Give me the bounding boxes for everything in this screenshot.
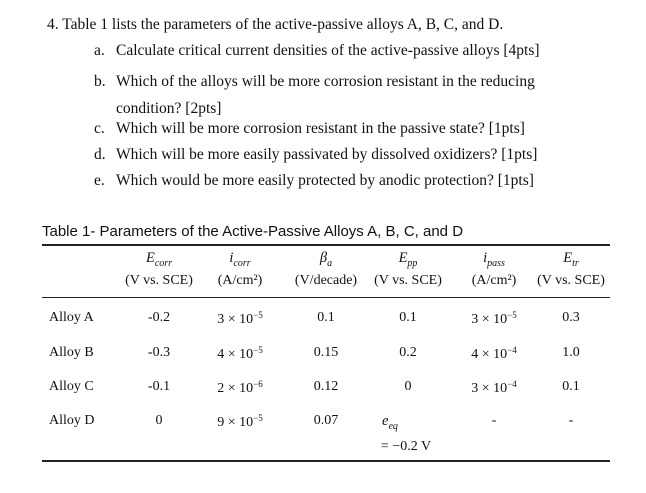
- table-cell: [217, 310, 262, 328]
- table-cell: [217, 345, 262, 363]
- column-symbol: [483, 250, 505, 269]
- table-cell: [217, 379, 262, 397]
- table-cell: -: [568, 413, 574, 428]
- column-unit: (V vs. SCE): [374, 273, 442, 288]
- question-item: [94, 146, 540, 172]
- cell-exponent: −5: [507, 310, 517, 320]
- question-item: [94, 68, 540, 120]
- item-text: Which would be more easily protected by anodic protection? [1pts]: [116, 172, 534, 189]
- column-symbol: [320, 250, 332, 269]
- symbol-subscript: pp: [407, 257, 418, 269]
- symbol-base: i: [229, 250, 234, 266]
- cell-base: 4 × 10: [217, 347, 254, 362]
- question-title: 4. Table 1 lists the parameters of the active-passive alloys A, B, C, and D.: [47, 16, 504, 33]
- item-text: Which will be more corrosion resistant in the passive state? [1pts]: [116, 120, 525, 137]
- cell-base: 9 × 10: [217, 415, 254, 430]
- table-cell: -: [491, 413, 497, 428]
- row-label: Alloy B: [49, 345, 94, 360]
- column-symbol: [229, 250, 250, 269]
- column-unit: (V vs. SCE): [537, 273, 605, 288]
- column-symbol: [399, 250, 418, 269]
- question-list: [94, 42, 540, 198]
- cell-base: 2 × 10: [217, 381, 254, 396]
- table-cell: -0.3: [147, 345, 171, 360]
- item-marker: d.: [94, 146, 106, 163]
- table-cell: 0.1: [562, 379, 580, 394]
- cell-subscript: eq: [388, 420, 398, 432]
- table-cell: 0: [404, 379, 412, 394]
- question-item: [94, 120, 540, 146]
- item-text: Which of the alloys will be more corrosion resistant in the reducing condition? [2pts]: [116, 73, 535, 117]
- row-label: Alloy C: [49, 379, 94, 394]
- symbol-subscript: tr: [572, 257, 579, 269]
- cell-base: 3 × 10: [471, 312, 508, 327]
- cell-exponent: −4: [507, 379, 517, 389]
- item-text: Which will be more easily passivated by dissolved oxidizers? [1pts]: [116, 146, 538, 163]
- table-cell: [471, 379, 516, 397]
- table-cell: 0.07: [313, 413, 339, 428]
- table-cell: 1.0: [562, 345, 580, 360]
- column-unit: (A/cm²): [471, 273, 517, 288]
- cell-exponent: −5: [253, 310, 263, 320]
- symbol-base: E: [145, 250, 155, 266]
- table-cell: 0.3: [562, 310, 580, 325]
- question-item: [94, 42, 540, 68]
- cell-symbol: $e_{eq}$: [382, 413, 398, 432]
- table-cell: -0.1: [147, 379, 171, 394]
- symbol-base: i: [483, 250, 488, 266]
- cell-base: 3 × 10: [471, 381, 508, 396]
- item-marker: e.: [94, 172, 105, 189]
- symbol-subscript: pass: [487, 257, 505, 269]
- column-unit: (A/cm²): [217, 273, 263, 288]
- column-symbol: [563, 250, 579, 269]
- table-cell: 0.1: [317, 310, 335, 325]
- cell-base: 4 × 10: [471, 347, 508, 362]
- table-cell: [471, 310, 516, 328]
- row-label: Alloy A: [49, 310, 94, 325]
- item-marker: b.: [94, 73, 106, 90]
- column-unit: (V/decade): [294, 273, 358, 288]
- row-label: Alloy D: [49, 413, 95, 428]
- question-item: [94, 172, 540, 198]
- column-unit: (V vs. SCE): [125, 273, 193, 288]
- table-cell: 0: [155, 413, 163, 428]
- table-cell: 0.12: [313, 379, 339, 394]
- column-symbol: [146, 250, 172, 269]
- table-bottom-rule: [42, 460, 610, 462]
- item-text: Calculate critical current densities of the active-passive alloys [4pts]: [116, 42, 540, 59]
- table-cell: [382, 413, 398, 432]
- table-cell: 0.1: [399, 310, 417, 325]
- table-cell: 0.2: [399, 345, 417, 360]
- table-cell: [471, 345, 516, 363]
- symbol-subscript: corr: [154, 257, 173, 269]
- symbol-base: E: [398, 250, 408, 266]
- cell-exponent: −5: [253, 345, 263, 355]
- table-caption: Table 1- Parameters of the Active-Passive Alloys A, B, C, and D: [42, 223, 464, 240]
- cell-exponent: −6: [253, 379, 263, 389]
- item-marker: a.: [94, 42, 105, 59]
- symbol-base: E: [563, 250, 573, 266]
- cell-exponent: −5: [253, 413, 263, 423]
- table-header-rule: [42, 297, 610, 298]
- table-cell-line2: = −0.2 V: [380, 439, 432, 454]
- symbol-subscript: corr: [233, 257, 251, 269]
- table-cell: [217, 413, 262, 431]
- table-top-rule: [42, 244, 610, 246]
- symbol-subscript: a: [327, 257, 333, 269]
- item-marker: c.: [94, 120, 105, 137]
- table-cell: 0.15: [313, 345, 339, 360]
- cell-base: 3 × 10: [217, 312, 254, 327]
- table-cell: -0.2: [147, 310, 171, 325]
- cell-exponent: −4: [507, 345, 517, 355]
- symbol-base: β: [319, 250, 328, 266]
